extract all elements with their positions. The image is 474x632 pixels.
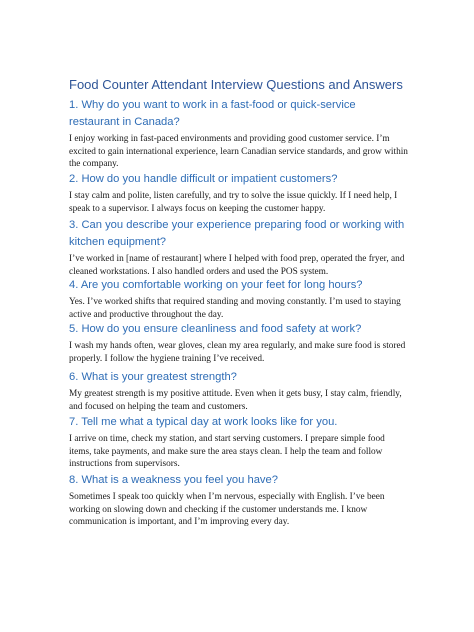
qa-item-1 — [69, 97, 409, 171]
question-4: 4. Are you comfortable working on your feet for long hours? — [69, 279, 363, 291]
answer-1: I enjoy working in fast-paced environments and providing good customer service. I’m excited to gain international experience, learn Canadian service standards, and grow within the company. — [69, 134, 408, 170]
answer-2: I stay calm and polite, listen carefully, and try to solve the issue quickly. If I need help, I speak to a supervisor. I always focus on keeping the customer happy. — [69, 191, 398, 214]
qa-item-8 — [69, 472, 409, 529]
qa-item-3 — [69, 217, 409, 278]
answer-6: My greatest strength is my positive attitude. Even when it gets busy, I stay calm, friendly, and focused on helping the team and customers. — [69, 389, 402, 412]
question-6: 6. What is your greatest strength? — [69, 371, 237, 383]
question-2: 2. How do you handle difficult or impatient customers? — [69, 173, 338, 185]
answer-4: Yes. I’ve worked shifts that required standing and moving constantly. I’m used to staying active and productive throughout the day. — [69, 297, 401, 320]
question-3: 3. Can you describe your experience preparing food or working with kitchen equipment? — [69, 219, 405, 248]
answer-3: I’ve worked in [name of restaurant] where I helped with food prep, operated the fryer, and cleaned workstations. I also handled orders and used the POS system. — [69, 254, 405, 277]
answer-7: I arrive on time, check my station, and start serving customers. I prepare simple food items, take payments, and make sure the area stays clean. I help the team and follow instructions from supervisors. — [69, 434, 385, 470]
qa-item-7 — [69, 414, 409, 471]
answer-8: Sometimes I speak too quickly when I’m nervous, especially with English. I’ve been working on slowing down and checking if the customer understands me. I know communication is important, and I’m improving every day. — [69, 492, 385, 528]
qa-item-2 — [69, 171, 409, 215]
qa-item-5 — [69, 321, 409, 365]
answer-5: I wash my hands often, wear gloves, clean my area regularly, and make sure food is stored properly. I follow the hygiene training I’ve received. — [69, 341, 406, 364]
question-1: 1. Why do you want to work in a fast-food or quick-service restaurant in Canada? — [69, 99, 356, 128]
qa-item-4 — [69, 277, 409, 321]
question-8: 8. What is a weakness you feel you have? — [69, 474, 278, 486]
document-title: Food Counter Attendant Interview Questions and Answers — [69, 77, 403, 92]
question-7: 7. Tell me what a typical day at work looks like for you. — [69, 416, 338, 428]
qa-item-6 — [69, 369, 409, 413]
question-5: 5. How do you ensure cleanliness and food safety at work? — [69, 323, 362, 335]
